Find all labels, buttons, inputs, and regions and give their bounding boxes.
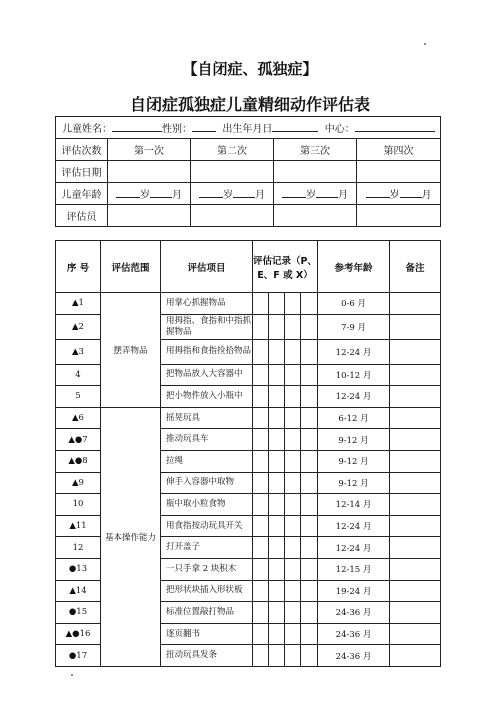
- record-cell[interactable]: [269, 293, 285, 315]
- range-cell: 基本操作能力: [101, 407, 161, 666]
- date-cell[interactable]: [108, 161, 191, 183]
- gender-label: 性别：: [162, 124, 192, 135]
- record-cell[interactable]: [269, 450, 285, 472]
- record-cell[interactable]: [269, 314, 285, 339]
- gender-field[interactable]: [192, 121, 216, 132]
- record-cell[interactable]: [301, 494, 318, 516]
- record-cell[interactable]: [269, 623, 285, 645]
- ref-age-cell: 9-12 月: [318, 472, 390, 494]
- item-cell: 把小物件放入小瓶中: [161, 386, 253, 408]
- ref-age-cell: 24-36 月: [318, 645, 390, 667]
- item-cell: 标准位置敲打物品: [161, 602, 253, 624]
- record-cell[interactable]: [285, 580, 301, 602]
- record-cell[interactable]: [285, 494, 301, 516]
- item-cell: 一只手拿 2 块积木: [161, 558, 253, 580]
- row-number: 10: [56, 494, 101, 516]
- age-cell[interactable]: 岁 月: [274, 183, 357, 205]
- record-cell[interactable]: [269, 602, 285, 624]
- ref-age-cell: 12-15 月: [318, 558, 390, 580]
- age-cell[interactable]: 岁 月: [191, 183, 274, 205]
- row-number: ▲2: [56, 314, 101, 339]
- birth-label: 出生年月日: [222, 124, 273, 135]
- item-cell: 瓶中取小粒食物: [161, 494, 253, 516]
- ref-age-cell: 9-12 月: [318, 450, 390, 472]
- evaluator-cell[interactable]: [357, 205, 441, 227]
- row-number: ▲●16: [56, 623, 101, 645]
- ref-age-cell: 0-6 月: [318, 293, 390, 315]
- row-number: ▲6: [56, 407, 101, 429]
- record-cell[interactable]: [301, 472, 318, 494]
- record-cell[interactable]: [285, 407, 301, 429]
- header-ref-age: 参考年龄: [318, 241, 390, 293]
- note-cell[interactable]: [390, 602, 441, 624]
- record-cell[interactable]: [301, 429, 318, 451]
- date-label: 评估日期: [56, 161, 108, 183]
- note-cell[interactable]: [390, 472, 441, 494]
- item-cell: 用掌心抓握物品: [161, 293, 253, 315]
- info-table: [55, 116, 441, 227]
- age-cell[interactable]: 岁 月: [108, 183, 191, 205]
- record-cell[interactable]: [285, 293, 301, 315]
- birth-field[interactable]: [272, 121, 318, 132]
- item-cell: 用拇指和食指捡拾物品: [161, 339, 253, 364]
- record-cell[interactable]: [301, 623, 318, 645]
- evaluator-label: 评估员: [56, 205, 108, 227]
- record-cell[interactable]: [253, 429, 269, 451]
- ref-age-cell: 12-24 月: [318, 339, 390, 364]
- record-cell[interactable]: [269, 472, 285, 494]
- evaluator-cell[interactable]: [108, 205, 191, 227]
- ref-age-cell: 9-12 月: [318, 429, 390, 451]
- record-cell[interactable]: [285, 450, 301, 472]
- record-cell[interactable]: [285, 558, 301, 580]
- item-cell: 摇晃玩具: [161, 407, 253, 429]
- row-number: ●13: [56, 558, 101, 580]
- record-cell[interactable]: [253, 339, 269, 364]
- record-cell[interactable]: [301, 558, 318, 580]
- age-label: 儿童年龄: [56, 183, 108, 205]
- date-cell[interactable]: [274, 161, 357, 183]
- evaluator-cell[interactable]: [274, 205, 357, 227]
- ref-age-cell: 24-36 月: [318, 602, 390, 624]
- record-cell[interactable]: [301, 386, 318, 408]
- note-cell[interactable]: [390, 293, 441, 315]
- item-cell: 拉绳: [161, 450, 253, 472]
- record-cell[interactable]: [285, 339, 301, 364]
- count-1: 第一次: [108, 139, 191, 161]
- count-2: 第二次: [191, 139, 274, 161]
- record-cell[interactable]: [253, 450, 269, 472]
- record-cell[interactable]: [285, 472, 301, 494]
- record-cell[interactable]: [253, 407, 269, 429]
- row-number: ▲9: [56, 472, 101, 494]
- note-cell[interactable]: [390, 339, 441, 364]
- note-cell[interactable]: [390, 580, 441, 602]
- note-cell[interactable]: [390, 386, 441, 408]
- header-note: 备注: [390, 241, 441, 293]
- note-cell[interactable]: [390, 645, 441, 667]
- note-cell[interactable]: [390, 558, 441, 580]
- record-cell[interactable]: [301, 314, 318, 339]
- note-cell[interactable]: [390, 314, 441, 339]
- row-number: ▲1: [56, 293, 101, 315]
- item-cell: 用拇指、食指和中指抓握物品: [161, 314, 253, 339]
- record-cell[interactable]: [301, 407, 318, 429]
- range-cell: 摆弄物品: [101, 293, 161, 408]
- record-cell[interactable]: [269, 494, 285, 516]
- item-cell: 伸手入容器中取物: [161, 472, 253, 494]
- record-cell[interactable]: [253, 293, 269, 315]
- item-cell: 把形状块插入形状板: [161, 580, 253, 602]
- ref-age-cell: 12-24 月: [318, 515, 390, 537]
- record-cell[interactable]: [269, 339, 285, 364]
- header-record: 评估记录（P、E、F 或 X）: [253, 241, 318, 293]
- note-cell[interactable]: [390, 450, 441, 472]
- ref-age-cell: 12-24 月: [318, 386, 390, 408]
- row-number: ▲●7: [56, 429, 101, 451]
- record-cell[interactable]: [301, 339, 318, 364]
- center-field[interactable]: [355, 121, 435, 132]
- page-subtitle: 自闭症孤独症儿童精细动作评估表: [129, 95, 370, 114]
- item-cell: 把物品放入大容器中: [161, 364, 253, 386]
- table-row: [56, 293, 441, 315]
- record-cell[interactable]: [285, 537, 301, 559]
- record-cell[interactable]: [285, 645, 301, 667]
- row-number: 4: [56, 364, 101, 386]
- record-cell[interactable]: [253, 314, 269, 339]
- record-cell[interactable]: [301, 293, 318, 315]
- page-title: 【自闭症、孤独症】: [182, 60, 318, 78]
- record-cell[interactable]: [301, 645, 318, 667]
- record-cell[interactable]: [253, 580, 269, 602]
- record-cell[interactable]: [253, 558, 269, 580]
- item-cell: 扭动玩具发条: [161, 645, 253, 667]
- header-item: 评估项目: [161, 241, 253, 293]
- count-3: 第三次: [274, 139, 357, 161]
- date-cell[interactable]: [357, 161, 441, 183]
- record-cell[interactable]: [269, 429, 285, 451]
- record-cell[interactable]: [269, 645, 285, 667]
- record-cell[interactable]: [269, 558, 285, 580]
- row-number: 5: [56, 386, 101, 408]
- note-cell[interactable]: [390, 623, 441, 645]
- ref-age-cell: 6-12 月: [318, 407, 390, 429]
- record-cell[interactable]: [301, 515, 318, 537]
- record-cell[interactable]: [253, 623, 269, 645]
- header-no: 序 号: [56, 241, 101, 293]
- count-4: 第四次: [357, 139, 441, 161]
- item-cell: 逐页翻书: [161, 623, 253, 645]
- row-number: ▲11: [56, 515, 101, 537]
- record-cell[interactable]: [269, 580, 285, 602]
- ref-age-cell: 10-12 月: [318, 364, 390, 386]
- ref-age-cell: 12-24 月: [318, 537, 390, 559]
- note-cell[interactable]: [390, 364, 441, 386]
- item-cell: 打开盖子: [161, 537, 253, 559]
- name-field[interactable]: [112, 121, 162, 132]
- note-cell[interactable]: [390, 537, 441, 559]
- ref-age-cell: 24-36 月: [318, 623, 390, 645]
- record-cell[interactable]: [301, 537, 318, 559]
- row-number: ▲●8: [56, 450, 101, 472]
- header-range: 评估范围: [101, 241, 161, 293]
- row-number: ▲14: [56, 580, 101, 602]
- name-label: 儿童姓名：: [62, 124, 112, 135]
- record-cell[interactable]: [253, 537, 269, 559]
- item-cell: 推动玩具车: [161, 429, 253, 451]
- row-number: ●15: [56, 602, 101, 624]
- record-cell[interactable]: [253, 515, 269, 537]
- evaluator-cell[interactable]: [191, 205, 274, 227]
- record-cell[interactable]: [301, 602, 318, 624]
- record-cell[interactable]: [253, 386, 269, 408]
- note-cell[interactable]: [390, 407, 441, 429]
- row-number: 12: [56, 537, 101, 559]
- date-cell[interactable]: [191, 161, 274, 183]
- record-cell[interactable]: [285, 386, 301, 408]
- assessment-table: [55, 240, 441, 667]
- note-cell[interactable]: [390, 515, 441, 537]
- record-cell[interactable]: [301, 364, 318, 386]
- ref-age-cell: 7-9 月: [318, 314, 390, 339]
- scan-speck: [71, 674, 73, 676]
- ref-age-cell: 12-14 月: [318, 494, 390, 516]
- record-cell[interactable]: [269, 364, 285, 386]
- scan-speck: [424, 43, 426, 45]
- record-cell[interactable]: [269, 537, 285, 559]
- ref-age-cell: 19-24 月: [318, 580, 390, 602]
- record-cell[interactable]: [285, 314, 301, 339]
- record-cell[interactable]: [253, 472, 269, 494]
- record-cell[interactable]: [301, 580, 318, 602]
- item-cell: 用食指按动玩具开关: [161, 515, 253, 537]
- record-cell[interactable]: [253, 602, 269, 624]
- record-cell[interactable]: [253, 645, 269, 667]
- record-cell[interactable]: [285, 515, 301, 537]
- row-number: ▲3: [56, 339, 101, 364]
- record-cell[interactable]: [269, 386, 285, 408]
- record-cell[interactable]: [253, 494, 269, 516]
- record-cell[interactable]: [269, 407, 285, 429]
- center-label: 中心：: [324, 124, 355, 135]
- table-row: [56, 407, 441, 429]
- note-cell[interactable]: [390, 494, 441, 516]
- note-cell[interactable]: [390, 429, 441, 451]
- record-cell[interactable]: [285, 364, 301, 386]
- record-cell[interactable]: [253, 364, 269, 386]
- record-cell[interactable]: [269, 515, 285, 537]
- record-cell[interactable]: [301, 450, 318, 472]
- record-cell[interactable]: [285, 623, 301, 645]
- count-label: 评估次数: [56, 139, 108, 161]
- record-cell[interactable]: [285, 602, 301, 624]
- row-number: ●17: [56, 645, 101, 667]
- age-cell[interactable]: 岁 月: [357, 183, 441, 205]
- info-row-header: [56, 117, 441, 139]
- record-cell[interactable]: [285, 429, 301, 451]
